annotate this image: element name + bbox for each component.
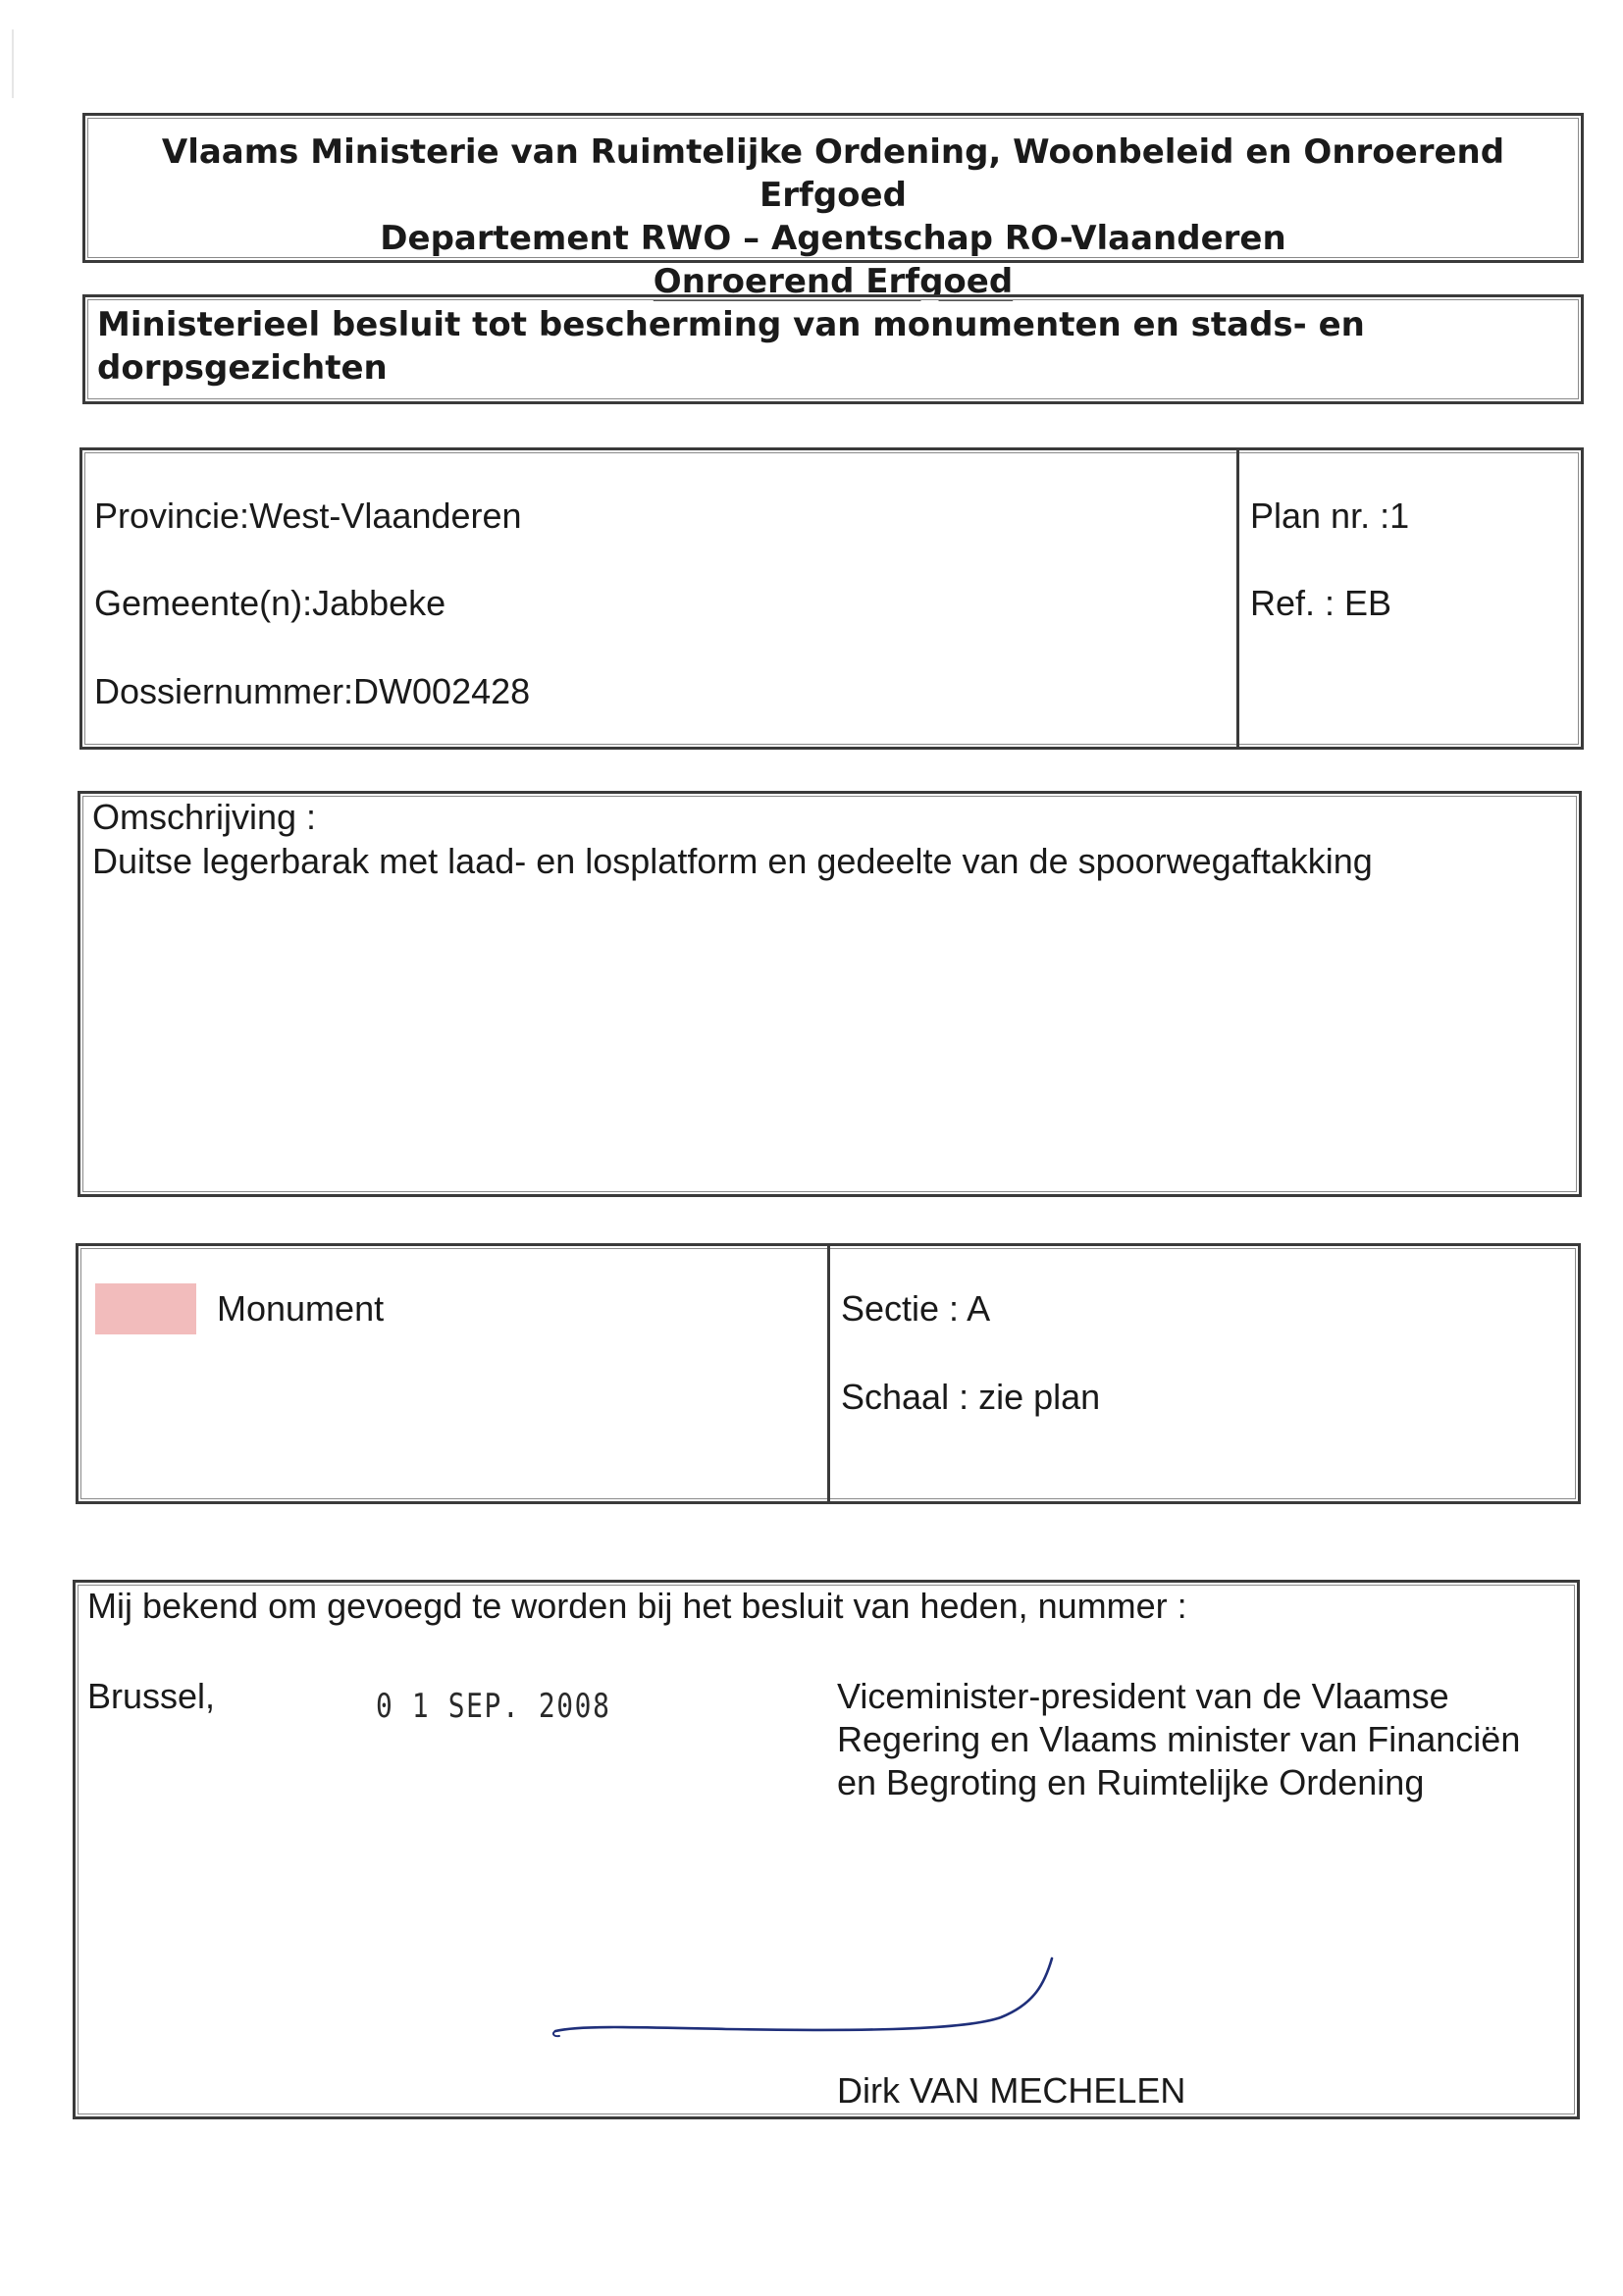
decree-title-box: [82, 294, 1584, 404]
info-divider: [1236, 450, 1239, 747]
section-field: Sectie : A: [841, 1288, 991, 1329]
description-box: [78, 791, 1582, 1197]
province-field: Provincie:West-Vlaanderen: [94, 496, 522, 536]
minister-name: Dirk VAN MECHELEN: [837, 2070, 1186, 2111]
reference-field: Ref. : EB: [1250, 583, 1392, 623]
decree-title: Ministerieel besluit tot bescherming van monumenten en stads- en dorpsgezichten: [97, 305, 1365, 388]
municipality-field: Gemeente(n):Jabbeke: [94, 583, 446, 623]
legend-divider: [827, 1246, 830, 1501]
ministry-header: [82, 113, 1584, 301]
minister-title: Viceminister-president van de Vlaamse Regering en Vlaams minister van Financiën en Begroting en Ruimtelijke Ordening: [837, 1676, 1521, 1802]
scale-field: Schaal : zie plan: [841, 1377, 1101, 1417]
dossier-number-field: Dossiernummer:DW002428: [94, 671, 531, 711]
monument-legend-label: Monument: [217, 1288, 385, 1329]
location-info-box: [79, 447, 1584, 750]
agency-name: Onroerend Erfgoed: [653, 262, 1014, 301]
date-stamp: 0 1 SEP. 2008: [376, 1687, 611, 1726]
city-field: Brussel,: [87, 1676, 216, 1716]
description-label: Omschrijving :: [92, 797, 317, 837]
monument-color-swatch: [95, 1283, 196, 1334]
handwritten-signature: [550, 1953, 1079, 2080]
plan-number-field: Plan nr. :1: [1250, 496, 1410, 536]
legend-box: [76, 1243, 1581, 1504]
acknowledgement-text: Mij bekend om gevoegd te worden bij het besluit van heden, nummer :: [87, 1586, 1187, 1626]
description-text: Duitse legerbarak met laad- en losplatform en gedeelte van de spoorwegaftakking: [92, 841, 1373, 881]
scan-artifact: [12, 29, 14, 98]
ministry-name: Vlaams Ministerie van Ruimtelijke Ordening, Woonbeleid en Onroerend Erfgoed: [161, 132, 1505, 215]
department-name: Departement RWO – Agentschap RO-Vlaanderen: [380, 219, 1286, 258]
